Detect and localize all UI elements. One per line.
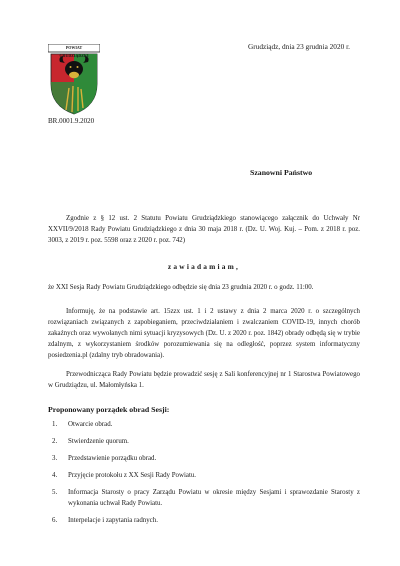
agenda-item-text: Stwierdzenie quorum. <box>68 438 129 445</box>
agenda-item-text: Interpelacje i zapytania radnych. <box>68 517 158 524</box>
agenda-item <box>48 453 360 464</box>
agenda-item <box>48 436 360 447</box>
agenda-item-text: Otwarcie obrad. <box>68 421 113 428</box>
agenda-item-number: 3. <box>52 455 58 462</box>
agenda-item-number: 6. <box>52 517 58 524</box>
agenda-item <box>48 487 360 509</box>
agenda-item-text: Informacja Starosty o pracy Zarządu Powiatu w okresie między Sesjami i sprawozdanie Starosty z wykonania uchwał Rady Powiatu. <box>68 489 360 507</box>
agenda-item-text: Przyjęcie protokołu z XX Sesji Rady Powiatu. <box>68 472 197 479</box>
document-reference: BR.0001.9.2020 <box>48 117 95 125</box>
agenda-item <box>48 419 360 430</box>
paragraph-legal-basis: Zgodnie z § 12 ust. 2 Statutu Powiatu Grudziądzkiego stanowiącego załącznik do Uchwały Nr XXVII/9/2018 Rady Powiatu Grudziądzkiego z dnia 30 maja 2018 r. (Dz. U. Woj. Kuj. – Pom. z 2018 r. poz. 3003, z 2019 r. poz. 5598 oraz z 2020 r. poz. 742) <box>48 215 360 244</box>
paragraph-chairperson: Przewodnicząca Rady Powiatu będzie prowadzić sesję z Sali konferencyjnej nr 1 Starostwa Powiatowego w Grudziądzu, ul. Małomłyńska 1. <box>48 371 360 389</box>
agenda-title: Proponowany porządek obrad Sesji: <box>48 405 170 414</box>
announcement-heading: zawiadamiam, <box>167 262 241 271</box>
letter-date: Grudziądz, dnia 23 grudnia 2020 r. <box>248 42 350 51</box>
paragraph-remote-mode: Informuję, że na podstawie art. 15zzx ust. 1 i 2 ustawy z dnia 2 marca 2020 r. o szczególnych rozwiązaniach związanych z zapobieganiem, przeciwdziałaniem i zwalczaniem COVID-19, innych chorób zakaźnych oraz wywołanych nimi sytuacji kryzysowych (Dz. U. z 2020 r. poz. 1842) obrady odbędą się w trybie zdalnym, z wykorzystaniem środków porozumiewania się na odległość, poprzez system informatyczny posiedzenia.pl (zdalny tryb obradowania). <box>48 308 360 359</box>
crest-label: POWIAT GRUDZIĄDZKI <box>59 45 89 58</box>
agenda-list <box>48 419 360 532</box>
agenda-item-number: 5. <box>52 489 58 496</box>
paragraph-session-date: że XXI Sesja Rady Powiatu Grudziądzkiego odbędzie się dnia 23 grudnia 2020 r. o godz. 11:00. <box>48 284 314 291</box>
agenda-item <box>48 470 360 481</box>
agenda-item-number: 4. <box>52 472 58 479</box>
agenda-item-text: Przedstawienie porządku obrad. <box>68 455 157 462</box>
agenda-item-number: 2. <box>52 438 58 445</box>
agenda-item <box>48 515 360 526</box>
greeting: Szanowni Państwo <box>250 168 313 177</box>
crest-base <box>51 82 97 114</box>
agenda-item-number: 1. <box>52 421 58 428</box>
